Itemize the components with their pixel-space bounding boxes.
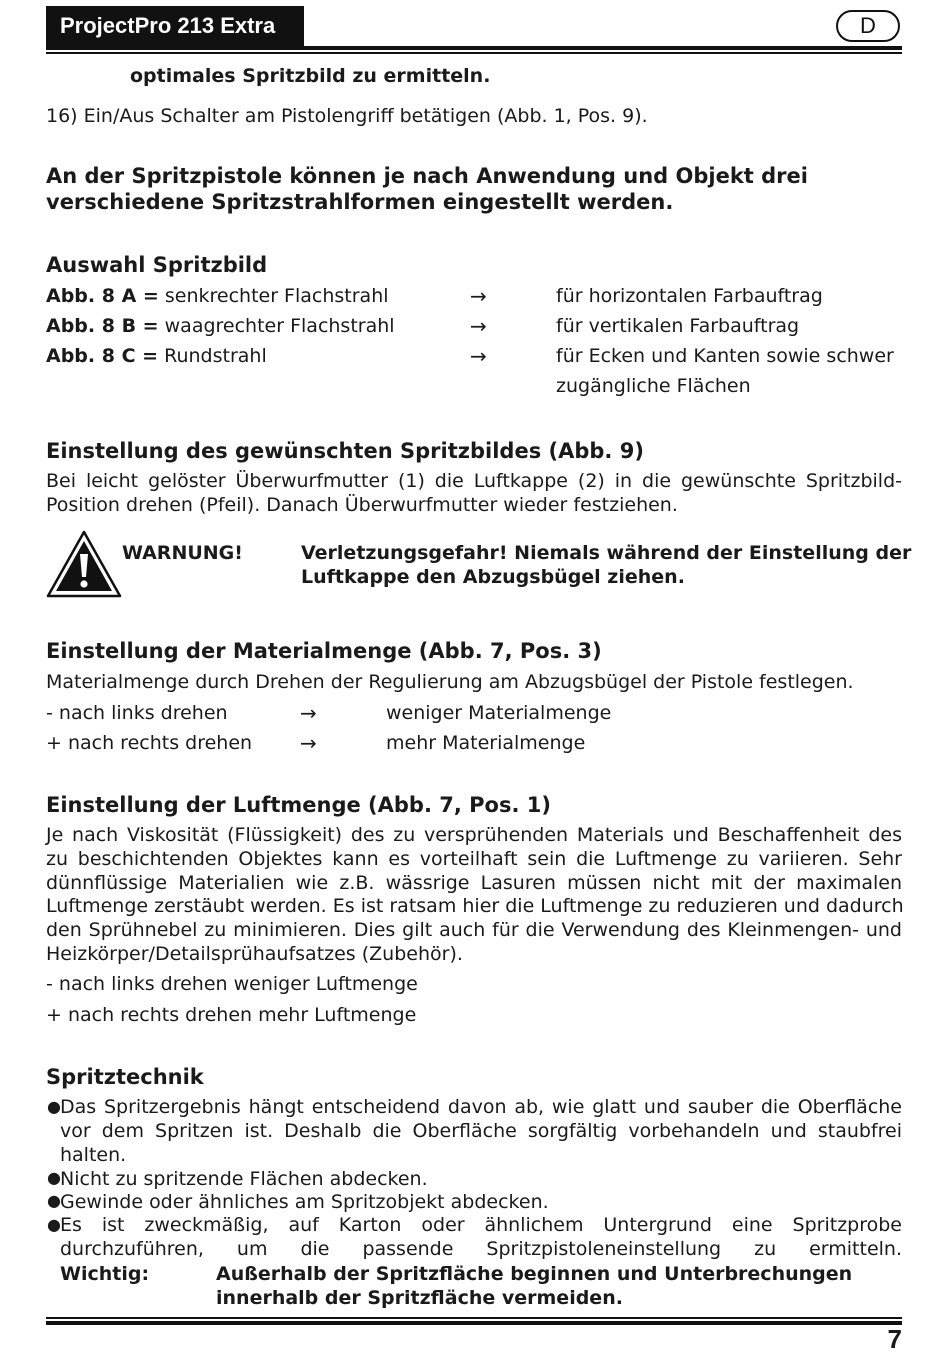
text-line: dünnflüssige Materialien wie z.B. wässrige Lasuren müssen nicht mit der maximalen — [46, 871, 902, 894]
technik-bullet-1 — [60, 1096, 902, 1167]
text-line: durchzuführen, um die passende Spritzpistoleneinstellung zu ermitteln. — [60, 1237, 902, 1260]
technik-heading: Spritztechnik — [46, 1065, 204, 1089]
continued-text: optimales Spritzbild zu ermitteln. — [130, 65, 491, 87]
text-line: halten. — [60, 1143, 127, 1166]
einstellung-bild-heading: Einstellung des gewünschten Spritzbildes (Abb. 9) — [46, 439, 644, 463]
step-16: 16) Ein/Aus Schalter am Pistolengriff betätigen (Abb. 1, Pos. 9). — [46, 105, 648, 127]
row-desc: Rundstrahl — [164, 345, 267, 367]
text-line: Bei leicht gelöster Überwurfmutter (1) die Luftkappe (2) in die gewünschte Spritzbild- — [46, 470, 902, 492]
material-minus-result: weniger Materialmenge — [386, 702, 612, 724]
material-minus: - nach links drehen — [46, 702, 228, 724]
intro-line-1: An der Spritzpistole können je nach Anwendung und Objekt drei — [46, 164, 808, 188]
row-key: Abb. 8 B = — [46, 315, 159, 337]
luft-heading: Einstellung der Luftmenge (Abb. 7, Pos. 1) — [46, 793, 551, 817]
row-use: für vertikalen Farbauftrag — [556, 315, 800, 337]
warning-label: WARNUNG! — [122, 542, 243, 564]
text-line: Es ist zweckmäßig, auf Karton oder ähnlichem Untergrund eine Spritzprobe — [60, 1214, 902, 1236]
luft-plus: + nach rechts drehen mehr Luftmenge — [46, 1004, 417, 1026]
warning-triangle-icon — [46, 530, 122, 598]
text-line: Je nach Viskosität (Flüssigkeit) des zu versprühenden Materials und Beschaffenheit des — [46, 824, 902, 846]
warning-line-1: Verletzungsgefahr! Niemals während der Einstellung der — [301, 542, 912, 564]
text-line: vor dem Spritzen ist. Deshalb die Oberfläche sorgfältig vorbehandeln und staubfrei — [60, 1119, 902, 1142]
language-badge: D — [836, 10, 900, 42]
header-rule-thin — [46, 52, 902, 54]
row-use-cont: zugängliche Flächen — [556, 375, 751, 397]
row-key: Abb. 8 A = — [46, 285, 159, 307]
luft-text — [46, 824, 902, 967]
auswahl-heading: Auswahl Spritzbild — [46, 253, 268, 277]
text-line: Position drehen (Pfeil). Danach Überwurfmutter wieder festziehen. — [46, 493, 678, 516]
arrow-icon: → — [470, 314, 487, 338]
technik-bullet-4 — [60, 1214, 902, 1262]
text-line: Luftmenge zerstäubt werden. Es ist ratsam hier die Luftmenge zu reduzieren und dadurch — [46, 895, 904, 918]
text-line: Das Spritzergebnis hängt entscheidend davon ab, wie glatt und sauber die Oberfläche — [60, 1096, 902, 1118]
material-text: Materialmenge durch Drehen der Regulierung am Abzugsbügel der Pistole festlegen. — [46, 671, 854, 693]
row-desc: waagrechter Flachstrahl — [164, 315, 395, 337]
material-plus-result: mehr Materialmenge — [386, 732, 586, 754]
bullet-icon: ● — [47, 1097, 61, 1116]
footer-rule-thin — [46, 1317, 902, 1319]
row-desc: senkrechter Flachstrahl — [164, 285, 389, 307]
text-line: den Sprühnebel zu minimieren. Dies gilt auch für die Verwendung des Kleinmengen- und — [46, 919, 902, 942]
auswahl-row-b — [46, 314, 395, 338]
bullet-icon: ● — [47, 1215, 61, 1234]
warning-line-2: Luftkappe den Abzugsbügel ziehen. — [301, 566, 685, 588]
text-line: zu beschichtenden Objektes kann es vorteilhaft sein die Luftmenge zu variieren. Sehr — [46, 847, 902, 870]
arrow-icon: → — [470, 344, 487, 368]
arrow-icon: → — [470, 284, 487, 308]
bullet-icon: ● — [47, 1168, 61, 1187]
row-use: für horizontalen Farbauftrag — [556, 285, 823, 307]
luft-minus: - nach links drehen weniger Luftmenge — [46, 973, 418, 995]
bullet-icon: ● — [47, 1191, 61, 1210]
row-use: für Ecken und Kanten sowie schwer — [556, 345, 894, 367]
arrow-icon: → — [300, 701, 317, 725]
technik-bullet-2: Nicht zu spritzende Flächen abdecken. — [60, 1168, 428, 1190]
intro-line-2: verschiedene Spritzstrahlformen eingestellt werden. — [46, 190, 674, 214]
material-heading: Einstellung der Materialmenge (Abb. 7, Pos. 3) — [46, 639, 602, 663]
footer-rule — [46, 1321, 902, 1325]
row-key: Abb. 8 C = — [46, 345, 159, 367]
einstellung-bild-text — [46, 470, 902, 518]
wichtig-label: Wichtig: — [60, 1263, 150, 1285]
text-line: Heizkörper/Detailsprühaufsatzes (Zubehör). — [46, 942, 463, 965]
manual-title: ProjectPro 213 Extra — [46, 6, 304, 46]
arrow-icon: → — [300, 731, 317, 755]
wichtig-line-2: innerhalb der Spritzfläche vermeiden. — [216, 1287, 623, 1309]
wichtig-line-1: Außerhalb der Spritzfläche beginnen und Unterbrechungen — [216, 1263, 853, 1285]
header-rule — [46, 46, 902, 50]
page-number: 7 — [887, 1324, 902, 1354]
material-plus: + nach rechts drehen — [46, 732, 253, 754]
auswahl-row-c — [46, 344, 267, 368]
technik-bullet-3: Gewinde oder ähnliches am Spritzobjekt abdecken. — [60, 1191, 549, 1213]
auswahl-row-a — [46, 284, 389, 308]
